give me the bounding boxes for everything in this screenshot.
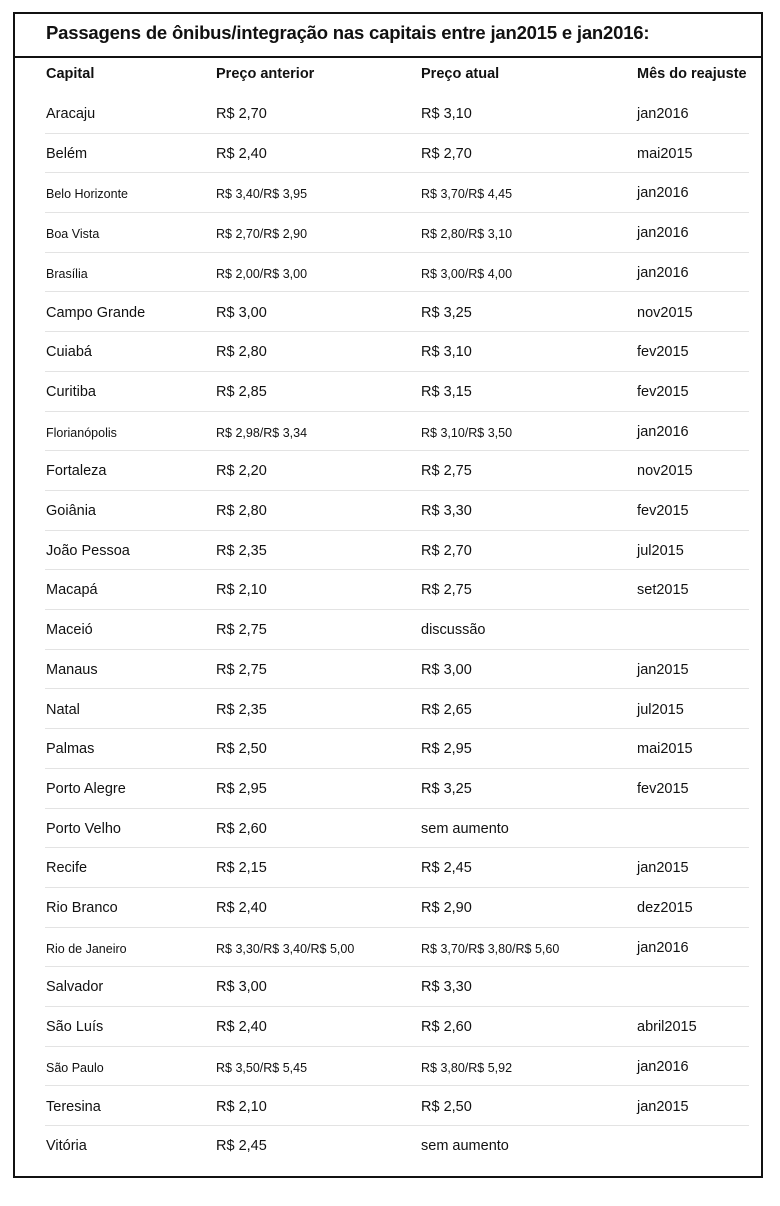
- cell-capital: Recife: [46, 860, 88, 877]
- table-title: Passagens de ônibus/integração nas capitais entre jan2015 e jan2016:: [46, 22, 650, 43]
- table-row: [15, 769, 761, 809]
- cell-capital: Rio de Janeiro: [46, 941, 127, 956]
- cell-mes-reajuste: nov2015: [637, 304, 693, 321]
- cell-mes-reajuste: fev2015: [637, 780, 689, 797]
- table-row: [15, 412, 761, 452]
- cell-preco-atual: R$ 2,95: [421, 741, 472, 758]
- table-row: [15, 1087, 761, 1127]
- cell-capital: Porto Alegre: [46, 780, 126, 797]
- cell-capital: Brasília: [46, 266, 88, 281]
- cell-preco-atual: R$ 2,65: [421, 701, 472, 718]
- cell-preco-anterior: R$ 2,00/R$ 3,00: [216, 266, 308, 281]
- cell-preco-anterior: R$ 2,70: [216, 106, 267, 122]
- cell-preco-atual: R$ 3,30: [421, 979, 472, 996]
- cell-preco-anterior: R$ 2,10: [216, 1098, 267, 1115]
- cell-mes-reajuste: jan2015: [637, 860, 689, 877]
- cell-mes-reajuste: jan2016: [637, 264, 689, 281]
- cell-preco-anterior: R$ 2,98/R$ 3,34: [216, 425, 308, 440]
- table-row: [15, 491, 761, 531]
- cell-capital: Maceió: [46, 622, 93, 639]
- cell-capital: João Pessoa: [46, 542, 130, 559]
- cell-preco-atual: R$ 2,70: [421, 145, 472, 162]
- cell-preco-atual: R$ 3,25: [421, 304, 472, 321]
- cell-capital: São Paulo: [46, 1060, 104, 1075]
- cell-preco-anterior: R$ 2,40: [216, 145, 267, 162]
- cell-preco-anterior: R$ 2,40: [216, 1019, 267, 1036]
- cell-preco-anterior: R$ 2,15: [216, 860, 267, 877]
- cell-preco-anterior: R$ 2,10: [216, 582, 267, 599]
- cell-preco-atual: R$ 3,10/R$ 3,50: [421, 425, 513, 440]
- table-row: [15, 610, 761, 650]
- cell-preco-anterior: R$ 2,75: [216, 622, 267, 639]
- cell-mes-reajuste: mai2015: [637, 741, 693, 758]
- cell-preco-atual: R$ 2,50: [421, 1098, 472, 1115]
- cell-preco-anterior: R$ 3,00: [216, 304, 267, 321]
- cell-preco-anterior: R$ 2,85: [216, 383, 267, 400]
- table-header: [15, 66, 761, 88]
- cell-mes-reajuste: nov2015: [637, 463, 693, 480]
- header-preco-anterior: Preço anterior: [216, 66, 315, 82]
- cell-preco-atual: R$ 2,80/R$ 3,10: [421, 227, 513, 242]
- cell-mes-reajuste: fev2015: [637, 344, 689, 361]
- cell-capital: São Luís: [46, 1019, 104, 1036]
- header-preco-atual: Preço atual: [421, 66, 500, 82]
- cell-mes-reajuste: jan2015: [637, 661, 689, 678]
- cell-preco-anterior: R$ 2,60: [216, 820, 267, 837]
- fare-table: [13, 12, 763, 1178]
- cell-mes-reajuste: jan2016: [637, 106, 689, 122]
- cell-preco-atual: R$ 3,00/R$ 4,00: [421, 266, 513, 281]
- table-row: [15, 1126, 761, 1166]
- table-row: [15, 809, 761, 849]
- cell-preco-anterior: R$ 2,40: [216, 900, 267, 916]
- cell-preco-atual: R$ 3,80/R$ 5,92: [421, 1060, 513, 1075]
- cell-preco-anterior: R$ 2,50: [216, 741, 267, 758]
- cell-preco-atual: R$ 2,70: [421, 542, 472, 559]
- cell-capital: Porto Velho: [46, 820, 121, 837]
- cell-preco-anterior: R$ 2,95: [216, 780, 267, 797]
- cell-mes-reajuste: fev2015: [637, 503, 689, 519]
- cell-preco-anterior: R$ 3,40/R$ 3,95: [216, 187, 308, 202]
- cell-capital: Fortaleza: [46, 463, 107, 480]
- cell-preco-anterior: R$ 2,35: [216, 701, 267, 718]
- cell-capital: Boa Vista: [46, 227, 100, 242]
- cell-capital: Natal: [46, 701, 80, 718]
- table-row: [15, 729, 761, 769]
- table-row: [15, 848, 761, 888]
- cell-preco-atual: R$ 3,30: [421, 503, 472, 519]
- cell-preco-atual: R$ 3,15: [421, 383, 472, 400]
- cell-mes-reajuste: jan2016: [637, 423, 689, 440]
- cell-mes-reajuste: dez2015: [637, 900, 693, 916]
- title-divider: [15, 56, 761, 58]
- cell-preco-atual: R$ 2,90: [421, 900, 472, 916]
- cell-capital: Campo Grande: [46, 304, 146, 321]
- table-row: [15, 967, 761, 1007]
- cell-mes-reajuste: jan2016: [637, 185, 689, 202]
- cell-capital: Teresina: [46, 1098, 101, 1115]
- cell-mes-reajuste: jan2016: [637, 225, 689, 242]
- cell-mes-reajuste: jan2016: [637, 1058, 689, 1075]
- cell-preco-atual: R$ 2,75: [421, 463, 472, 480]
- table-row: [15, 1007, 761, 1047]
- table-row: [15, 94, 761, 134]
- cell-mes-reajuste: mai2015: [637, 145, 693, 162]
- cell-preco-anterior: R$ 2,70/R$ 2,90: [216, 227, 308, 242]
- cell-preco-anterior: R$ 2,80: [216, 503, 267, 519]
- cell-mes-reajuste: jan2016: [637, 939, 689, 956]
- table-row: [15, 213, 761, 253]
- cell-capital: Rio Branco: [46, 900, 118, 916]
- table-row: [15, 293, 761, 333]
- table-row: [15, 134, 761, 174]
- header-mes-reajuste: Mês do reajuste: [637, 66, 747, 82]
- cell-capital: Vitória: [46, 1138, 87, 1155]
- cell-preco-atual: R$ 3,70/R$ 3,80/R$ 5,60: [421, 941, 560, 956]
- cell-capital: Curitiba: [46, 383, 96, 400]
- cell-preco-atual: R$ 3,70/R$ 4,45: [421, 187, 513, 202]
- table-row: [15, 451, 761, 491]
- cell-preco-atual: R$ 3,10: [421, 344, 472, 361]
- cell-capital: Belo Horizonte: [46, 187, 128, 202]
- cell-capital: Salvador: [46, 979, 104, 996]
- table-row: [15, 372, 761, 412]
- table-row: [15, 332, 761, 372]
- table-row: [15, 173, 761, 213]
- cell-preco-atual: sem aumento: [421, 820, 509, 837]
- cell-capital: Aracaju: [46, 106, 96, 122]
- cell-capital: Cuiabá: [46, 344, 92, 361]
- cell-capital: Macapá: [46, 582, 98, 599]
- cell-preco-anterior: R$ 2,80: [216, 344, 267, 361]
- cell-preco-atual: R$ 2,75: [421, 582, 472, 599]
- cell-preco-anterior: R$ 3,30/R$ 3,40/R$ 5,00: [216, 941, 355, 956]
- cell-preco-anterior: R$ 2,45: [216, 1138, 267, 1155]
- table-row: [15, 888, 761, 928]
- cell-preco-anterior: R$ 2,75: [216, 661, 267, 678]
- table-row: [15, 1047, 761, 1087]
- cell-preco-anterior: R$ 3,00: [216, 979, 267, 996]
- table-row: [15, 690, 761, 730]
- cell-mes-reajuste: jul2015: [637, 542, 684, 559]
- cell-mes-reajuste: jul2015: [637, 701, 684, 718]
- table-row: [15, 928, 761, 968]
- cell-mes-reajuste: abril2015: [637, 1019, 697, 1036]
- cell-preco-atual: R$ 3,25: [421, 780, 472, 797]
- cell-preco-atual: R$ 3,00: [421, 661, 472, 678]
- cell-preco-atual: discussão: [421, 622, 486, 639]
- cell-mes-reajuste: fev2015: [637, 383, 689, 400]
- cell-capital: Palmas: [46, 741, 95, 758]
- cell-preco-atual: R$ 2,45: [421, 860, 472, 877]
- cell-preco-atual: R$ 3,10: [421, 106, 472, 122]
- cell-preco-atual: R$ 2,60: [421, 1019, 472, 1036]
- cell-mes-reajuste: jan2015: [637, 1098, 689, 1115]
- cell-preco-anterior: R$ 2,20: [216, 463, 267, 480]
- table-row: [15, 531, 761, 571]
- cell-mes-reajuste: set2015: [637, 582, 689, 599]
- table-row: [15, 570, 761, 610]
- cell-preco-anterior: R$ 3,50/R$ 5,45: [216, 1060, 308, 1075]
- table-row: [15, 650, 761, 690]
- cell-preco-anterior: R$ 2,35: [216, 542, 267, 559]
- table-row: [15, 253, 761, 293]
- header-capital: Capital: [46, 66, 95, 82]
- cell-preco-atual: sem aumento: [421, 1138, 509, 1155]
- cell-capital: Belém: [46, 145, 88, 162]
- cell-capital: Manaus: [46, 661, 98, 678]
- cell-capital: Goiânia: [46, 503, 96, 519]
- cell-capital: Florianópolis: [46, 425, 117, 440]
